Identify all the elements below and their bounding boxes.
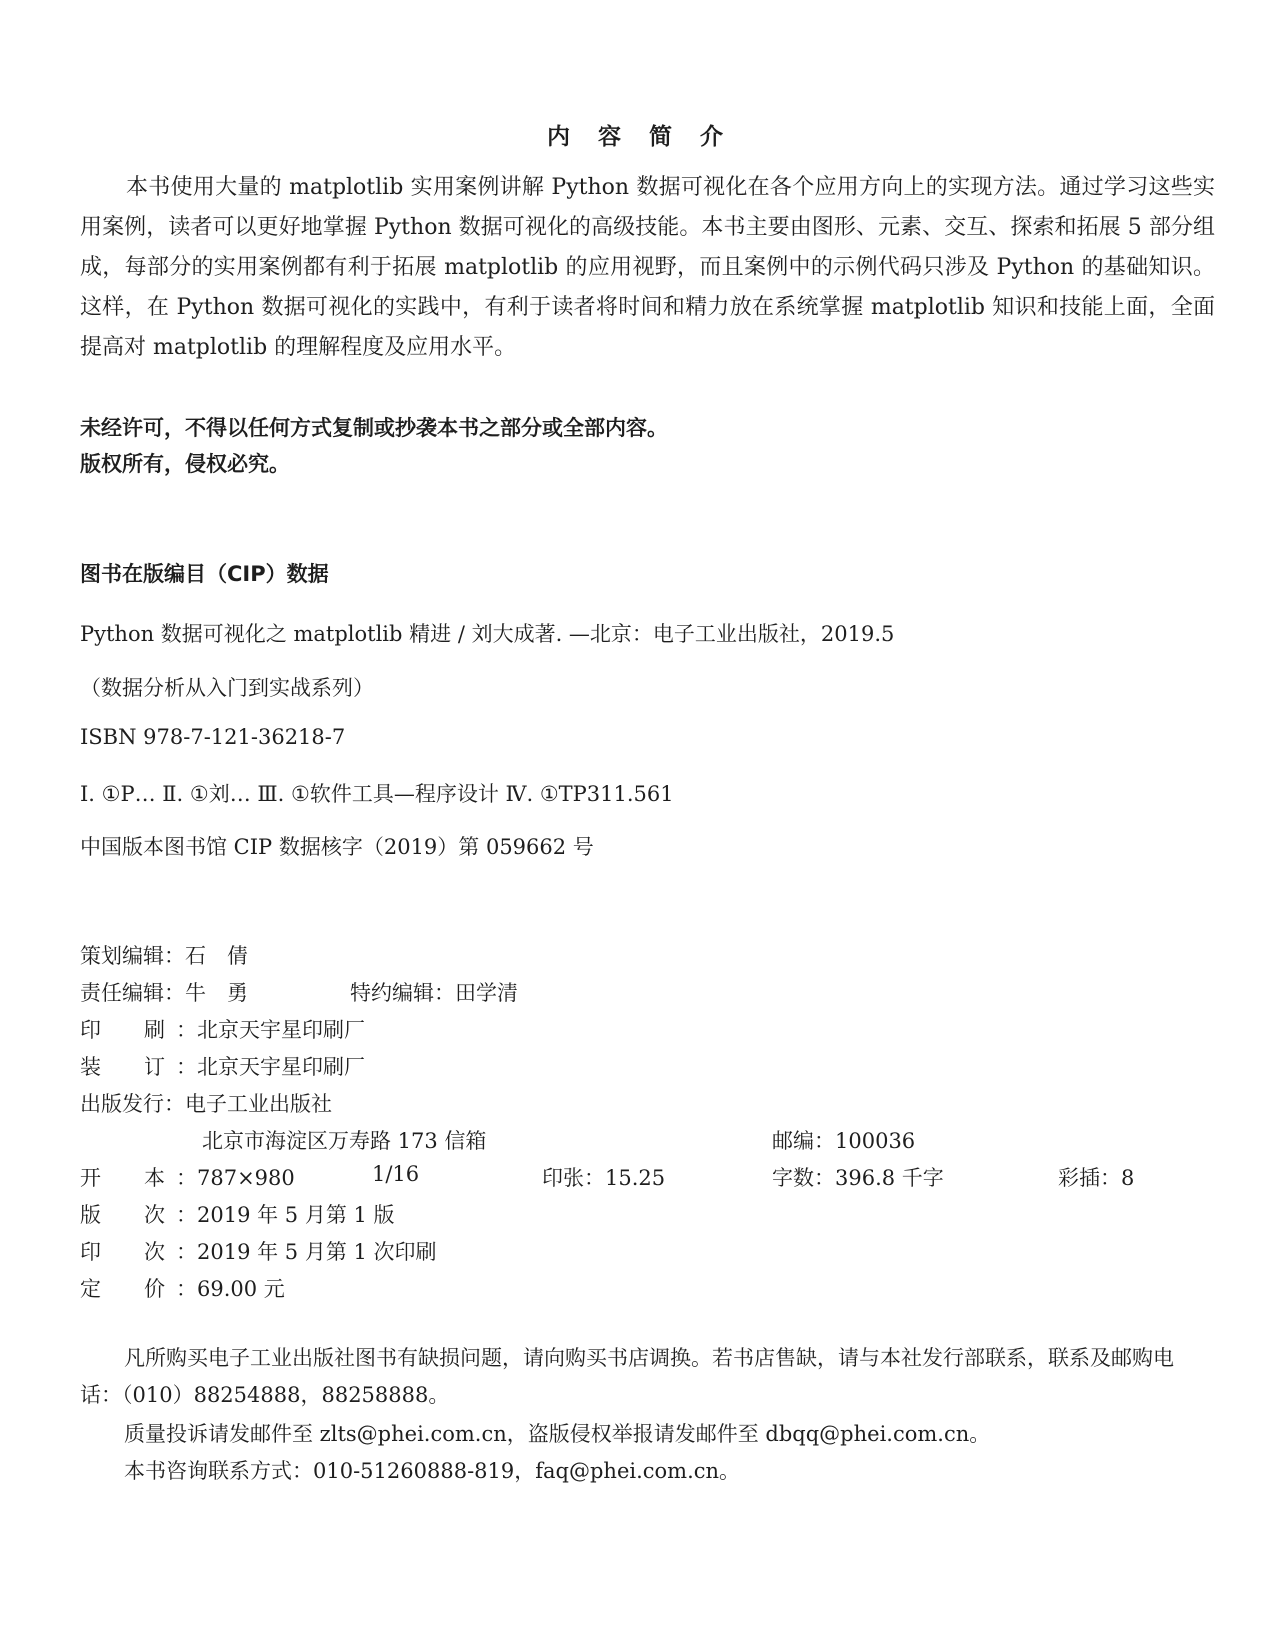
intro-paragraph: 本书使用大量的 matplotlib 实用案例讲解 Python 数据可视化在各个应用方向上的实现方法。通过学习这些实用案例，读者可以更好地掌握 Python 数据可视化的高级技能。本书主要由图形、元素、交互、探索和拓展 5 部分组成，每部分的实用案例都有利于拓展 matplotlib 的应用视野，而且案例中的示例代码只涉及 Python 的基础知识。这样，在 Python 数据可视化的实践中，有利于读者将时间和精力放在系统掌握 matplotlib 知识和技能上面，全面提高对 matplotlib 的理解程度及应用水平。 [80, 175, 1215, 360]
section-heading: 内 容 简 介 [546, 124, 734, 150]
cip-title: 图书在版编目（CIP）数据 [80, 562, 329, 586]
publisher-row [80, 1088, 332, 1118]
binding-value: 北京天宇星印刷厂 [197, 1055, 365, 1079]
sheets-value: 15.25 [605, 1166, 666, 1190]
words-row [772, 1162, 944, 1192]
color-plates-label: 彩插： [1058, 1166, 1121, 1190]
publisher-label: 出版发行： [80, 1092, 185, 1116]
binding-label: 装 订： [80, 1055, 197, 1079]
postcode-label: 邮编： [772, 1129, 835, 1153]
responsible-editor-value: 牛 勇 [185, 981, 248, 1005]
impression-label: 印 次： [80, 1240, 197, 1264]
responsible-editor-label: 责任编辑： [80, 981, 185, 1005]
printing-value: 北京天宇星印刷厂 [197, 1018, 365, 1042]
printing-label: 印 刷： [80, 1018, 197, 1042]
cip-book-line: Python 数据可视化之 matplotlib 精进 / 刘大成著. —北京：电子工业出版社，2019.5 [80, 622, 895, 646]
cip-number-line: 中国版本图书馆 CIP 数据核字（2019）第 059662 号 [80, 835, 594, 859]
price-value: 69.00 元 [197, 1277, 285, 1301]
defect-notice: 凡所购买电子工业出版社图书有缺损问题，请向购买书店调换。若书店售缺，请与本社发行部联系，联系及邮购电话：（010）88254888，88258888。 [80, 1346, 1174, 1407]
rights-notice: 版权所有，侵权必究。 [80, 452, 290, 476]
planning-editor-row [80, 940, 248, 970]
cip-series-line: （数据分析从入门到实战系列） [80, 676, 374, 700]
planning-editor-label: 策划编辑： [80, 944, 185, 968]
words-label: 字数： [772, 1166, 835, 1190]
cip-isbn-line: ISBN 978-7-121-36218-7 [80, 725, 346, 749]
binding-row [80, 1051, 365, 1081]
postcode-row [772, 1125, 915, 1155]
responsible-editor-row [80, 977, 248, 1007]
price-row [80, 1273, 285, 1303]
consult-contact-line: 本书咨询联系方式：010-51260888-819，faq@phei.com.cn。 [124, 1459, 741, 1483]
special-editor-row [350, 977, 518, 1007]
publisher-address: 北京市海淀区万寿路 173 信箱 [202, 1129, 487, 1153]
edition-row [80, 1199, 395, 1229]
color-plates-row [1058, 1162, 1134, 1192]
format-value: 787×980 [197, 1166, 295, 1190]
special-editor-label: 特约编辑： [350, 981, 455, 1005]
planning-editor-value: 石 倩 [185, 944, 248, 968]
format-row [80, 1162, 295, 1192]
publisher-value: 电子工业出版社 [185, 1092, 332, 1116]
printing-row [80, 1014, 365, 1044]
price-label: 定 价： [80, 1277, 197, 1301]
complaint-email-line: 质量投诉请发邮件至 zlts@phei.com.cn，盗版侵权举报请发邮件至 dbqq@phei.com.cn。 [124, 1422, 991, 1446]
cip-classification-line: Ⅰ. ①P… Ⅱ. ①刘… Ⅲ. ①软件工具—程序设计 Ⅳ. ①TP311.561 [80, 782, 674, 806]
sheets-row [542, 1162, 665, 1192]
edition-label: 版 次： [80, 1203, 197, 1227]
postcode-value: 100036 [835, 1129, 916, 1153]
edition-value: 2019 年 5 月第 1 版 [197, 1203, 395, 1227]
format-label: 开 本： [80, 1166, 197, 1190]
impression-value: 2019 年 5 月第 1 次印刷 [197, 1240, 437, 1264]
words-value: 396.8 千字 [835, 1166, 944, 1190]
special-editor-value: 田学清 [455, 981, 518, 1005]
color-plates-value: 8 [1121, 1166, 1135, 1190]
sheets-label: 印张： [542, 1166, 605, 1190]
copying-notice: 未经许可，不得以任何方式复制或抄袭本书之部分或全部内容。 [80, 416, 668, 440]
impression-row [80, 1236, 437, 1266]
format-fold: 1/16 [372, 1162, 420, 1186]
